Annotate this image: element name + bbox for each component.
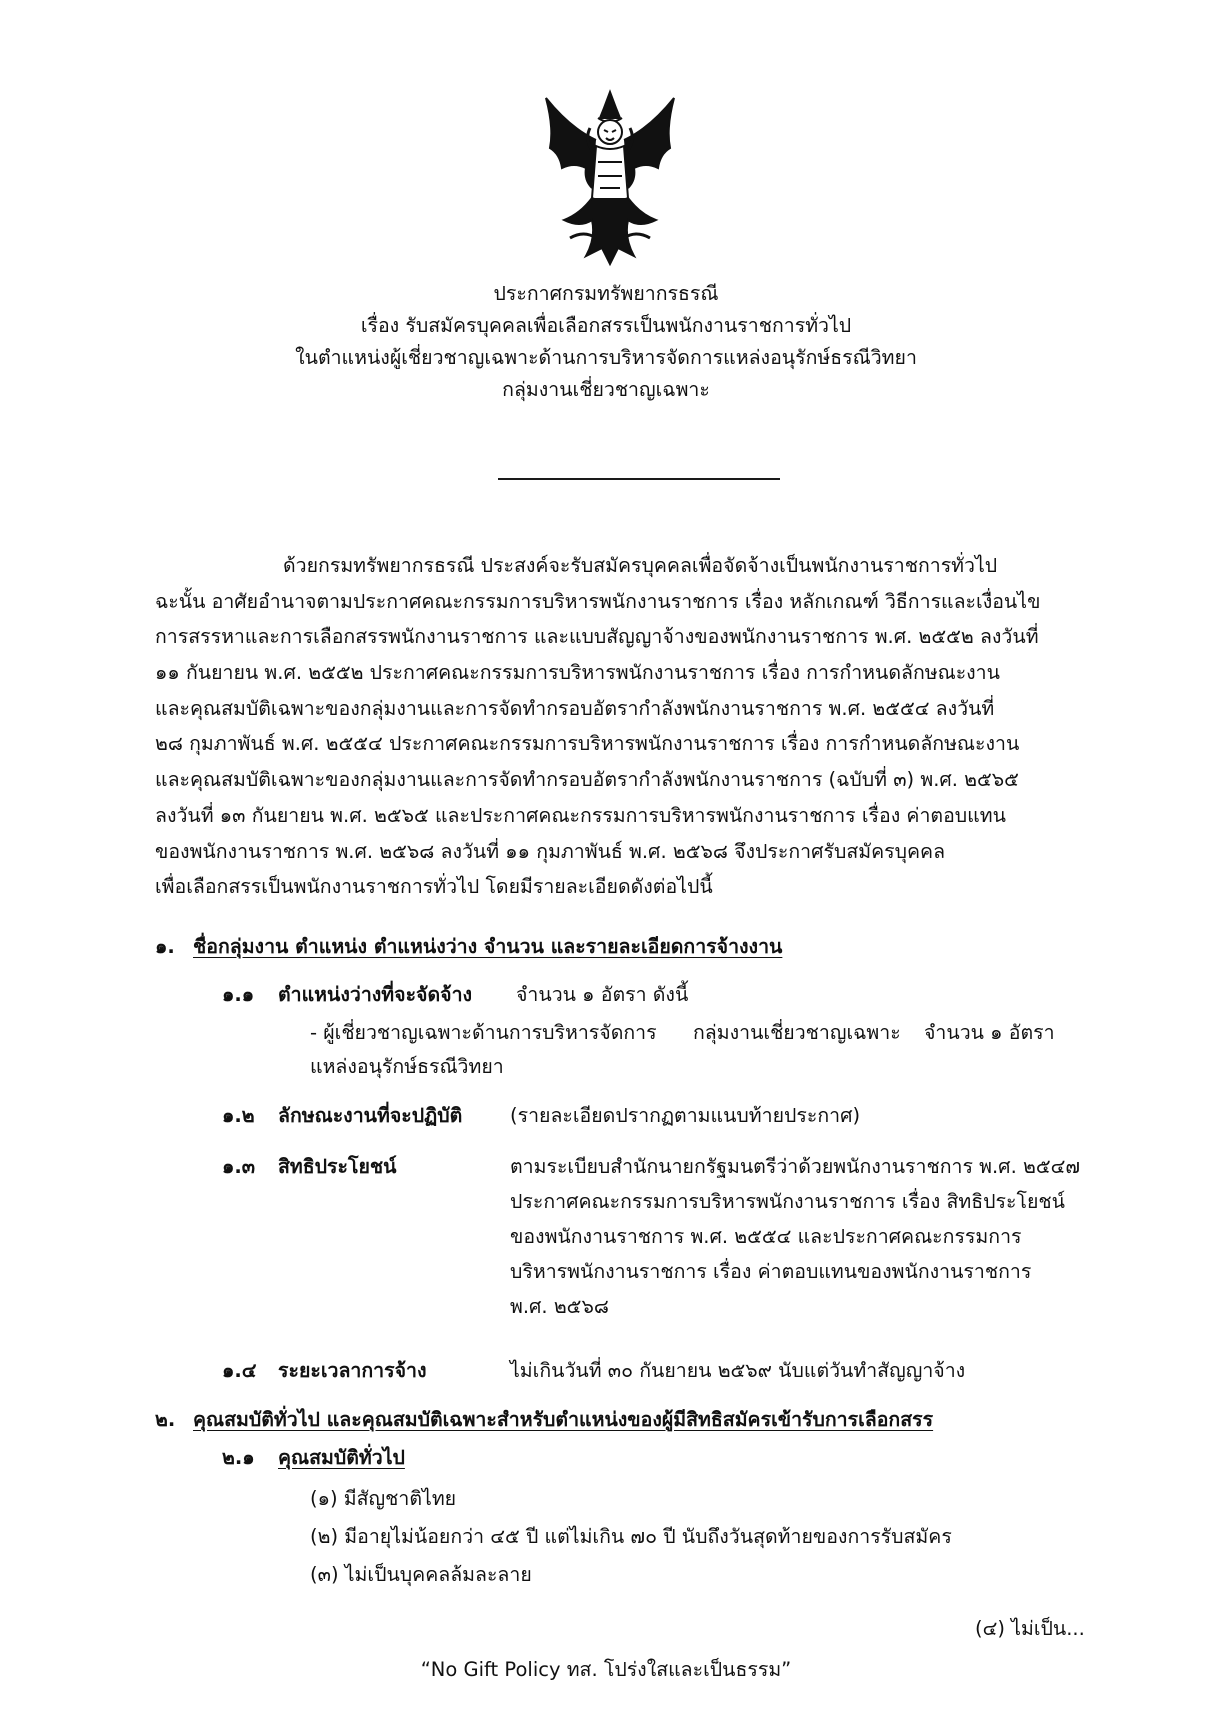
section-1-4-value: ไม่เกินวันที่ ๓๐ กันยายน ๒๕๖๙ นับแต่วันทำสัญญาจ้าง <box>510 1359 966 1382</box>
benefits-line: ของพนักงานราชการ พ.ศ. ๒๕๕๔ และประกาศคณะกรรมการ <box>510 1225 1022 1248</box>
intro-line: ด้วยกรมทรัพยากรธรณี ประสงค์จะรับสมัครบุคคลเพื่อจัดจ้างเป็นพนักงานราชการทั่วไป <box>283 554 998 577</box>
intro-line: การสรรหาและการเลือกสรรพนักงานราชการ และแบบสัญญาจ้างของพนักงานราชการ พ.ศ. ๒๕๕๒ ลงวันที่ <box>155 625 1039 649</box>
benefits-line: ประกาศคณะกรรมการบริหารพนักงานราชการ เรื่อง สิทธิประโยชน์ <box>510 1190 1065 1213</box>
qualification-item: (๓) ไม่เป็นบุคคลล้มละลาย <box>310 1563 532 1586</box>
announcement-subject: เรื่อง รับสมัครบุคคลเพื่อเลือกสรรเป็นพนักงานราชการทั่วไป <box>360 314 852 337</box>
intro-line: เพื่อเลือกสรรเป็นพนักงานราชการทั่วไป โดยมีรายละเอียดดังต่อไปนี้ <box>155 875 713 899</box>
announcement-position: ในตำแหน่งผู้เชี่ยวชาญเฉพาะด้านการบริหารจัดการแหล่งอนุรักษ์ธรณีวิทยา <box>295 346 917 369</box>
intro-paragraph <box>155 548 1105 905</box>
intro-line: ๒๘ กุมภาพันธ์ พ.ศ. ๒๕๕๔ ประกาศคณะกรรมการบริหารพนักงานราชการ เรื่อง การกำหนดลักษณะงาน <box>155 732 1020 756</box>
announcement-issuer: ประกาศกรมทรัพยากรธรณี <box>493 282 719 305</box>
benefits-line: บริหารพนักงานราชการ เรื่อง ค่าตอบแทนของพนักงานราชการ <box>510 1260 1032 1283</box>
section-1-2-value: (รายละเอียดปรากฏตามแนบท้ายประกาศ) <box>510 1104 861 1127</box>
section-1-1-rest: จำนวน ๑ อัตรา ดังนี้ <box>516 983 689 1006</box>
benefits-line: ตามระเบียบสำนักนายกรัฐมนตรีว่าด้วยพนักงานราชการ พ.ศ. ๒๕๔๗ <box>510 1155 1080 1178</box>
continuation-marker: (๔) ไม่เป็น... <box>975 1617 1085 1640</box>
section-1-4-label: ระยะเวลาการจ้าง <box>278 1359 427 1382</box>
footer-slogan: “No Gift Policy ทส. โปร่งใสและเป็นธรรม” <box>420 1658 792 1681</box>
section-1-1-label: ตำแหน่งว่างที่จะจัดจ้าง <box>278 983 473 1006</box>
position-title-line2: แหล่งอนุรักษ์ธรณีวิทยา <box>310 1055 504 1078</box>
section-1-number: ๑. <box>155 935 175 958</box>
section-2-title: คุณสมบัติทั่วไป และคุณสมบัติเฉพาะสำหรับตำแหน่งของผู้มีสิทธิสมัครเข้ารับการเลือกสรร <box>193 1408 934 1431</box>
intro-line: ของพนักงานราชการ พ.ศ. ๒๕๖๘ ลงวันที่ ๑๑ กุมภาพันธ์ พ.ศ. ๒๕๖๘ จึงประกาศรับสมัครบุคคล <box>155 839 946 863</box>
section-1-3-label: สิทธิประโยชน์ <box>278 1155 397 1178</box>
intro-line: ๑๑ กันยายน พ.ศ. ๒๕๕๒ ประกาศคณะกรรมการบริหารพนักงานราชการ เรื่อง การกำหนดลักษณะงาน <box>155 661 1000 685</box>
section-1-title: ชื่อกลุ่มงาน ตำแหน่ง ตำแหน่งว่าง จำนวน และรายละเอียดการจ้างงาน <box>193 935 783 958</box>
section-1-1-number: ๑.๑ <box>222 983 255 1006</box>
intro-line: ลงวันที่ ๑๓ กันยายน พ.ศ. ๒๕๖๕ และประกาศคณะกรรมการบริหารพนักงานราชการ เรื่อง ค่าตอบแทน <box>155 803 1006 827</box>
section-1-2-label: ลักษณะงานที่จะปฏิบัติ <box>278 1104 463 1127</box>
benefits-line: พ.ศ. ๒๕๖๘ <box>510 1295 609 1318</box>
section-1-4-number: ๑.๔ <box>222 1359 257 1382</box>
qualification-item: (๒) มีอายุไม่น้อยกว่า ๔๕ ปี แต่ไม่เกิน ๗๐ ปี นับถึงวันสุดท้ายของการรับสมัคร <box>310 1525 952 1548</box>
garuda-emblem-icon <box>540 88 680 268</box>
position-title-line1: - ผู้เชี่ยวชาญเฉพาะด้านการบริหารจัดการ <box>310 1021 657 1044</box>
position-group: กลุ่มงานเชี่ยวชาญเฉพาะ <box>693 1021 901 1044</box>
position-count: จำนวน ๑ อัตรา <box>924 1021 1055 1044</box>
intro-line: และคุณสมบัติเฉพาะของกลุ่มงานและการจัดทำกรอบอัตรากำลังพนักงานราชการ (ฉบับที่ ๓) พ.ศ. ๒๕๖๕ <box>155 768 1019 792</box>
qualification-item: (๑) มีสัญชาติไทย <box>310 1487 457 1510</box>
header-divider <box>498 478 780 480</box>
announcement-group: กลุ่มงานเชี่ยวชาญเฉพาะ <box>502 378 710 401</box>
intro-line: และคุณสมบัติเฉพาะของกลุ่มงานและการจัดทำกรอบอัตรากำลังพนักงานราชการ พ.ศ. ๒๕๕๔ ลงวันที่ <box>155 696 995 720</box>
section-2-1-label: คุณสมบัติทั่วไป <box>278 1446 405 1469</box>
section-2-number: ๒. <box>155 1408 176 1431</box>
intro-line: ฉะนั้น อาศัยอำนาจตามประกาศคณะกรรมการบริหารพนักงานราชการ เรื่อง หลักเกณฑ์ วิธีการและเงื่อนไข <box>155 589 1041 613</box>
section-2-1-number: ๒.๑ <box>222 1446 255 1469</box>
section-1-3-number: ๑.๓ <box>222 1155 256 1178</box>
section-1-2-number: ๑.๒ <box>222 1104 255 1127</box>
